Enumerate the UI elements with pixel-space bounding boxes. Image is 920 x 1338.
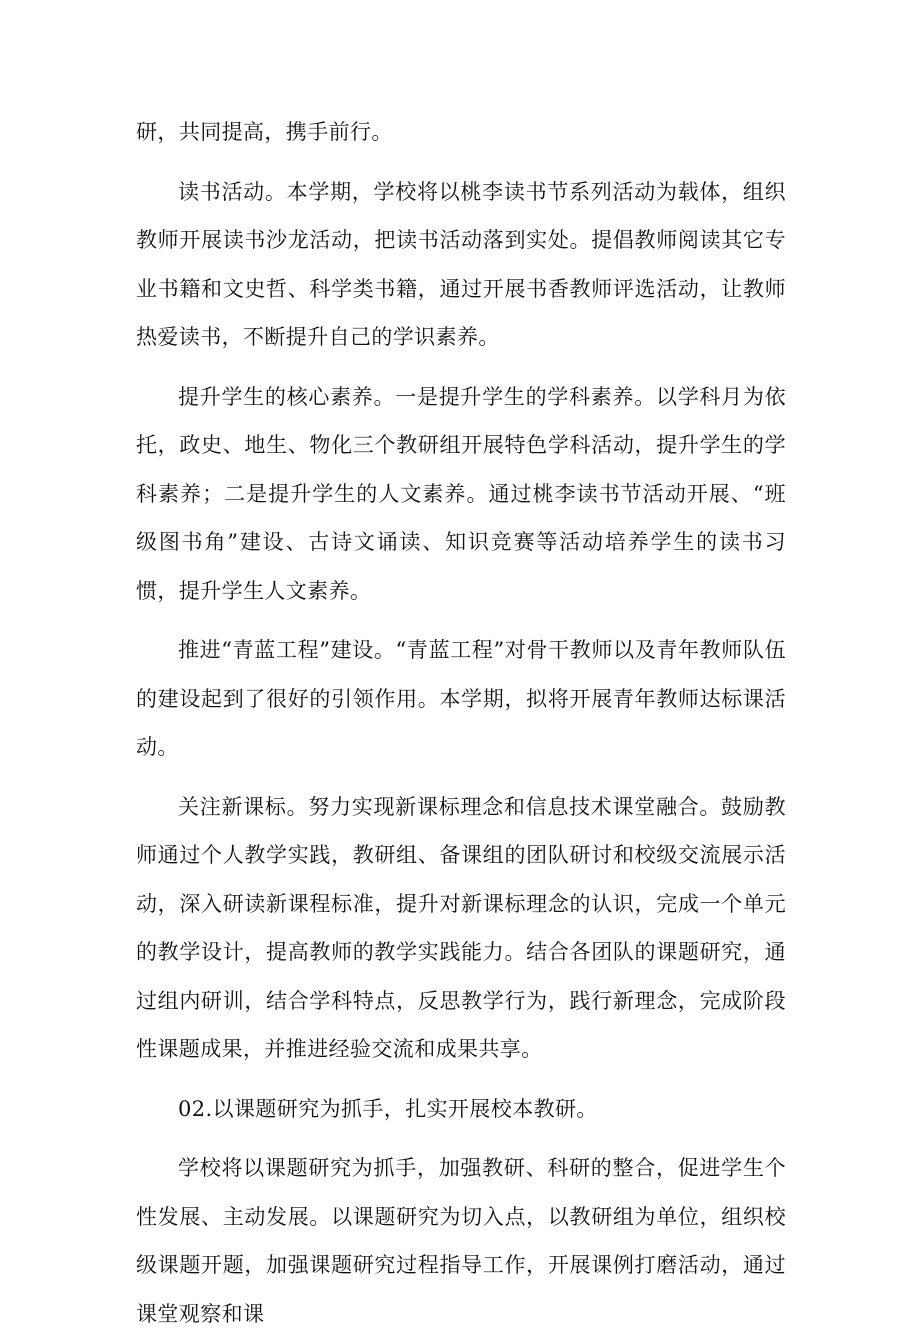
paragraph-new-curriculum: 关注新课标。努力实现新课标理念和信息技术课堂融合。鼓励教师通过个人教学实践，教研组、备课组的团队研讨和校级交流展示活动，深入研读新课程标准，提升对新课标理念的认识，完成一个单元的教学设计，提高教师的教学实践能力。结合各团队的课题研究，通过组内研训，结合学科特点，反思教学行为，践行新理念，完成阶段性课题成果，并推进经验交流和成果共享。 <box>136 794 786 1061</box>
section-heading-02: 02.以课题研究为抓手，扎实开展校本教研。 <box>178 1096 598 1121</box>
document-body <box>136 108 786 1338</box>
paragraph-research-topics: 学校将以课题研究为抓手，加强教研、科研的整合，促进学生个性发展、主动发展。以课题研究为切入点，以教研组为单位，组织校级课题开题，加强课题研究过程指导工作，开展课例打磨活动，通过课堂观察和课 <box>136 1156 786 1326</box>
paragraph-reading-activity: 读书活动。本学期，学校将以桃李读书节系列活动为载体，组织教师开展读书沙龙活动，把读书活动落到实处。提倡教师阅读其它专业书籍和文史哲、科学类书籍，通过开展书香教师评选活动，让教师热爱读书，不断提升自己的学识素养。 <box>136 179 786 349</box>
paragraph-student-literacy: 提升学生的核心素养。一是提升学生的学科素养。以学科月为依托，政史、地生、物化三个教研组开展特色学科活动，提升学生的学科素养；二是提升学生的人文素养。通过桃李读书节活动开展、“班级图书角”建设、古诗文诵读、知识竞赛等活动培养学生的读书习惯，提升学生人文素养。 <box>136 384 786 603</box>
paragraph-continuation: 研，共同提高，携手前行。 <box>136 120 393 144</box>
paragraph-qinglan-project: 推进“青蓝工程”建设。“青蓝工程”对骨干教师以及青年教师队伍的建设起到了很好的引领作用。本学期，拟将开展青年教师达标课活动。 <box>136 638 786 759</box>
